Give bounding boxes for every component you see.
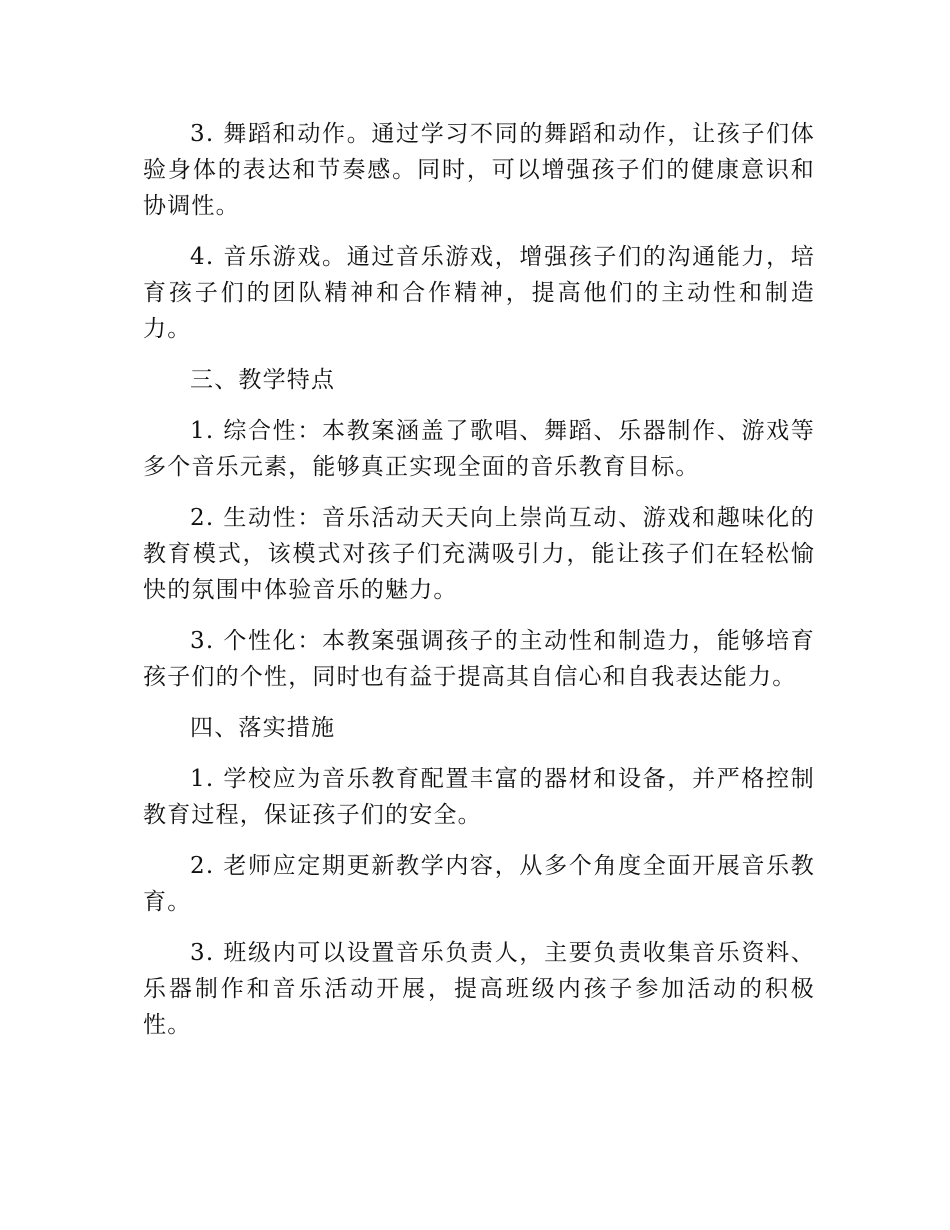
document-body bbox=[143, 116, 815, 1058]
paragraph-vivid: 2. 生动性：音乐活动天天向上崇尚互动、游戏和趣味化的教育模式，该模式对孩子们充满吸引力，能让孩子们在轻松愉快的氛围中体验音乐的魅力。 bbox=[143, 505, 815, 603]
paragraph-comprehensive: 1. 综合性：本教案涵盖了歌唱、舞蹈、乐器制作、游戏等多个音乐元素，能够真正实现全面的音乐教育目标。 bbox=[143, 418, 815, 480]
paragraph-teacher-updates: 2. 老师应定期更新教学内容，从多个角度全面开展音乐教育。 bbox=[143, 853, 815, 915]
section-heading-implementation: 四、落实措施 bbox=[190, 715, 336, 741]
paragraph-personalized: 3. 个性化：本教案强调孩子的主动性和制造力，能够培育孩子们的个性，同时也有益于提高其自信心和自我表达能力。 bbox=[143, 628, 815, 690]
paragraph-music-games: 4. 音乐游戏。通过音乐游戏，增强孩子们的沟通能力，培育孩子们的团队精神和合作精神，提高他们的主动性和制造力。 bbox=[143, 244, 815, 342]
paragraph-dance: 3. 舞蹈和动作。通过学习不同的舞蹈和动作，让孩子们体验身体的表达和节奏感。同时，可以增强孩子们的健康意识和协调性。 bbox=[143, 121, 815, 219]
paragraph-school-equipment: 1. 学校应为音乐教育配置丰富的器材和设备，并严格控制教育过程，保证孩子们的安全。 bbox=[143, 766, 815, 828]
section-heading-teaching-features: 三、教学特点 bbox=[190, 367, 336, 393]
paragraph-class-leader: 3. 班级内可以设置音乐负责人，主要负责收集音乐资料、乐器制作和音乐活动开展，提高班级内孩子参加活动的积极性。 bbox=[143, 940, 815, 1038]
